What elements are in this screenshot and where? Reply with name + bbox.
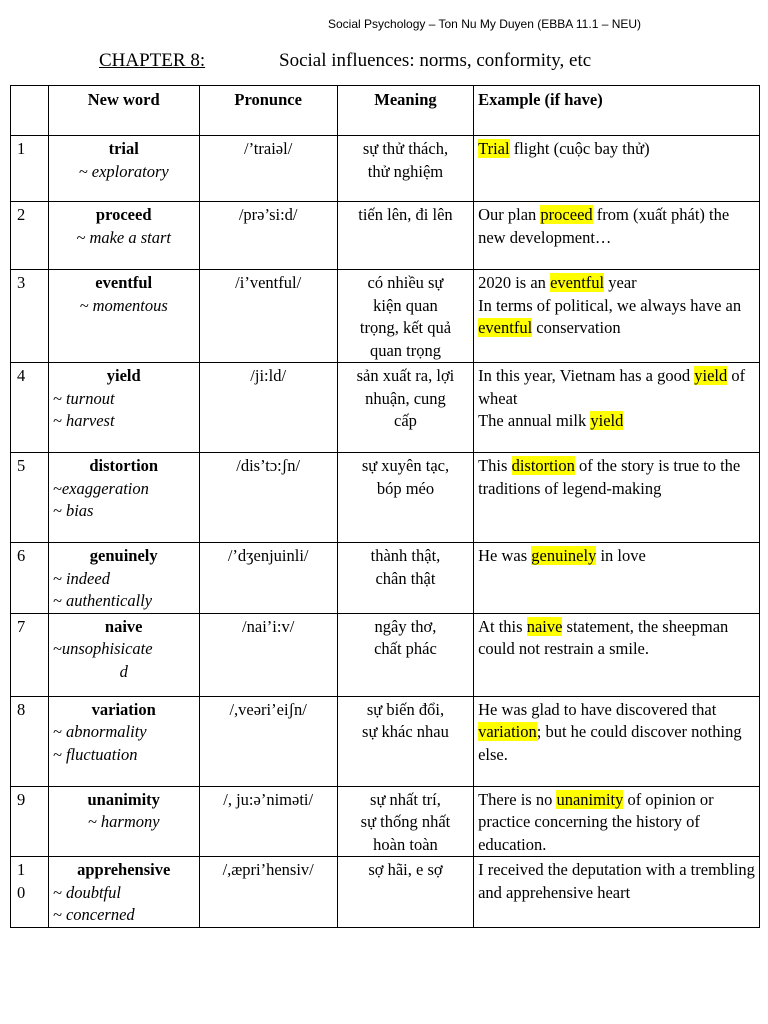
chapter-label: CHAPTER 8:: [99, 50, 206, 71]
example-text: year: [604, 273, 637, 292]
meaning-text: chất phác: [374, 639, 437, 658]
meaning-text: sự khác nhau: [362, 722, 449, 741]
example-text: statement, the sheepman could not restrain a smile.: [478, 616, 729, 658]
table-header-row: [11, 86, 760, 136]
meaning-cell: [337, 786, 473, 857]
word-text: genuinely: [89, 546, 158, 565]
meaning-text: có nhiều sự: [367, 273, 444, 292]
synonym-text: ~ fluctuation: [52, 744, 138, 764]
meaning-text: chân thật: [375, 568, 436, 588]
highlighted-word: variation: [478, 722, 537, 741]
word-text: apprehensive: [77, 860, 171, 879]
example-line: [478, 545, 755, 568]
pronunciation-text: /i’ventful/: [235, 273, 302, 292]
pronunciation-cell: [199, 696, 337, 786]
meaning-cell: [337, 270, 473, 363]
word-text: variation: [91, 699, 156, 719]
example-line: [478, 410, 755, 433]
pronunciation-text: /nai’i:v/: [242, 616, 295, 636]
meaning-cell: [337, 202, 473, 270]
table-row: [11, 857, 760, 928]
chapter-subtitle: Social influences: norms, conformity, etc: [279, 50, 592, 71]
meaning-text: nhuận, cung: [365, 388, 446, 408]
meaning-cell: [337, 363, 473, 453]
example-text: I received the deputation with a trembling and apprehensive heart: [478, 860, 755, 902]
example-text: of wheat: [478, 366, 746, 408]
synonym-text: d: [119, 661, 128, 681]
highlighted-word: eventful: [478, 318, 533, 337]
example-text: conservation: [532, 318, 621, 337]
header-text: Social Psychology – Ton Nu My Duyen (EBBA 11.1 – NEU): [328, 17, 642, 31]
example-text: of the story is true to the traditions of legend-making: [478, 456, 741, 498]
synonym-text: ~ momentous: [79, 295, 168, 315]
example-line: [478, 859, 755, 904]
meaning-text: bóp méo: [376, 478, 435, 498]
example-cell: [474, 786, 760, 857]
table-body: [11, 136, 760, 928]
table-row: [11, 136, 760, 202]
example-line: [478, 616, 755, 661]
synonym-text: ~ authentically: [52, 591, 153, 610]
pronunciation-text: /’traiəl/: [244, 139, 293, 158]
word-cell: [48, 613, 199, 696]
pronunciation-cell: [199, 136, 337, 202]
example-line: [478, 272, 755, 295]
meaning-text: kiện quan: [373, 295, 438, 315]
example-cell: [474, 202, 760, 270]
example-text: This: [478, 456, 512, 475]
example-text: In terms of political, we always have an: [478, 295, 742, 315]
example-text: There is no: [478, 789, 557, 809]
synonym-text: ~ doubtful: [52, 882, 121, 902]
col-header-num: [11, 86, 49, 136]
example-text: At this: [478, 616, 527, 636]
meaning-text: quan trọng: [369, 340, 441, 360]
synonym-text: ~ bias: [52, 501, 94, 520]
word-text: eventful: [95, 273, 153, 292]
meaning-text: sợ hãi, e sợ: [368, 860, 443, 879]
meaning-cell: [337, 543, 473, 614]
word-cell: [48, 453, 199, 543]
row-number-text: 8: [17, 699, 26, 719]
page-header: [0, 17, 768, 37]
row-number-text: 1: [17, 139, 26, 158]
example-text: from (xuất phát) the new development…: [478, 205, 730, 247]
table-row: [11, 613, 760, 696]
row-number-text: 6: [17, 546, 26, 565]
row-number: [11, 613, 49, 696]
row-number-text: 4: [17, 366, 26, 385]
word-text: unanimity: [87, 789, 160, 809]
word-text: proceed: [95, 205, 152, 224]
highlighted-word: proceed: [540, 205, 593, 224]
synonym-text: ~ abnormality: [52, 722, 147, 741]
row-number: [11, 786, 49, 857]
meaning-text: cấp: [394, 411, 417, 430]
pronunciation-text: /,veəri’eiʃn/: [229, 699, 307, 719]
table-row: [11, 270, 760, 363]
row-number-text: 2: [17, 205, 26, 224]
pronunciation-text: /dis’tɔ:ʃn/: [236, 456, 301, 475]
pronunciation-text: /,æpri’hensiv/: [222, 860, 314, 879]
row-number-text: 7: [17, 616, 26, 636]
pronunciation-cell: [199, 613, 337, 696]
pronunciation-cell: [199, 270, 337, 363]
meaning-text: thử nghiệm: [367, 161, 444, 181]
example-text: 2020 is an: [478, 273, 551, 292]
example-line: [478, 455, 755, 500]
meaning-text: hoàn toàn: [373, 834, 438, 854]
example-line: [478, 204, 755, 249]
example-cell: [474, 136, 760, 202]
table-row: [11, 453, 760, 543]
table-row: [11, 543, 760, 614]
meaning-text: tiến lên, đi lên: [358, 205, 453, 224]
row-number: [11, 696, 49, 786]
table-row: [11, 363, 760, 453]
example-text: In this year, Vietnam has a good: [478, 366, 695, 385]
highlighted-word: distortion: [511, 456, 575, 475]
pronunciation-cell: [199, 543, 337, 614]
word-cell: [48, 363, 199, 453]
word-text: trial: [108, 139, 139, 158]
row-number-text: 3: [17, 273, 26, 292]
meaning-text: ngây thơ,: [374, 616, 437, 636]
meaning-text: trọng, kết quả: [359, 318, 452, 337]
example-cell: [474, 543, 760, 614]
example-cell: [474, 857, 760, 928]
row-number: [11, 270, 49, 363]
pronunciation-text: /ji:ld/: [250, 366, 287, 385]
word-cell: [48, 857, 199, 928]
example-text: The annual milk: [478, 411, 591, 430]
synonym-text: ~ harmony: [87, 812, 160, 831]
table-row: [11, 786, 760, 857]
synonym-text: ~unsophisicate: [52, 639, 153, 658]
pronunciation-cell: [199, 363, 337, 453]
word-cell: [48, 786, 199, 857]
row-number: [11, 363, 49, 453]
example-text: He was glad to have discovered that: [478, 699, 717, 719]
highlighted-word: unanimity: [556, 789, 624, 809]
pronunciation-cell: [199, 857, 337, 928]
meaning-cell: [337, 453, 473, 543]
example-text: ; but he could discover nothing else.: [478, 722, 742, 764]
word-cell: [48, 543, 199, 614]
example-text: in love: [596, 546, 646, 565]
example-cell: [474, 453, 760, 543]
meaning-text: thành thật,: [370, 546, 441, 565]
synonym-text: ~ exploratory: [78, 161, 169, 181]
highlighted-word: Trial: [478, 139, 510, 158]
table-row: [11, 696, 760, 786]
table-row: [11, 202, 760, 270]
meaning-cell: [337, 613, 473, 696]
meaning-text: sự thống nhất: [360, 812, 451, 831]
row-number-text: 0: [17, 882, 26, 902]
word-cell: [48, 136, 199, 202]
synonym-text: ~ turnout: [52, 388, 115, 408]
highlighted-word: genuinely: [531, 546, 597, 565]
meaning-cell: [337, 857, 473, 928]
synonym-text: ~ make a start: [76, 227, 172, 247]
row-number: [11, 202, 49, 270]
row-number-text: 5: [17, 456, 26, 475]
row-number-text: 9: [17, 789, 26, 809]
example-line: [478, 138, 755, 161]
meaning-text: sự xuyên tạc,: [361, 456, 450, 475]
meaning-text: sản xuất ra, lợi: [356, 366, 455, 385]
example-line: [478, 295, 755, 340]
col-header-meaning: Meaning: [337, 86, 473, 136]
word-cell: [48, 270, 199, 363]
col-header-example: Example (if have): [474, 86, 760, 136]
example-cell: [474, 696, 760, 786]
pronunciation-cell: [199, 786, 337, 857]
example-cell: [474, 270, 760, 363]
highlighted-word: yield: [694, 366, 728, 385]
pronunciation-text: /’dʒenjuinli/: [227, 546, 309, 565]
highlighted-word: naive: [526, 616, 563, 636]
word-text: naive: [104, 616, 143, 636]
meaning-cell: [337, 696, 473, 786]
meaning-text: sự biến đổi,: [366, 699, 445, 719]
row-number: [11, 136, 49, 202]
highlighted-word: yield: [590, 411, 624, 430]
synonym-text: ~ indeed: [52, 568, 110, 588]
example-line: [478, 365, 755, 410]
meaning-cell: [337, 136, 473, 202]
pronunciation-cell: [199, 202, 337, 270]
row-number: [11, 857, 49, 928]
example-text: flight (cuộc bay thử): [509, 139, 650, 158]
row-number: [11, 543, 49, 614]
highlighted-word: eventful: [550, 273, 605, 292]
example-cell: [474, 363, 760, 453]
col-header-pronounce: Pronunce: [199, 86, 337, 136]
meaning-text: sự thử thách,: [362, 139, 449, 158]
vocabulary-table: [10, 85, 760, 928]
chapter-title: [99, 50, 759, 80]
meaning-text: sự nhất trí,: [370, 789, 441, 809]
pronunciation-text: /, ju:ə’niməti/: [223, 789, 314, 809]
example-text: of opinion or practice concerning the history of education.: [478, 789, 714, 854]
example-text: Our plan: [478, 205, 541, 224]
pronunciation-text: /prə’si:d/: [238, 205, 298, 224]
example-line: [478, 699, 755, 767]
row-number-text: 1: [17, 860, 26, 879]
word-text: yield: [106, 366, 141, 385]
row-number: [11, 453, 49, 543]
word-cell: [48, 696, 199, 786]
synonym-text: ~ harvest: [52, 411, 115, 430]
example-text: He was: [478, 546, 532, 565]
word-text: distortion: [89, 456, 159, 475]
example-cell: [474, 613, 760, 696]
synonym-text: ~ concerned: [52, 905, 135, 924]
pronunciation-cell: [199, 453, 337, 543]
col-header-word: New word: [48, 86, 199, 136]
synonym-text: ~exaggeration: [52, 478, 149, 498]
example-line: [478, 789, 755, 857]
word-cell: [48, 202, 199, 270]
